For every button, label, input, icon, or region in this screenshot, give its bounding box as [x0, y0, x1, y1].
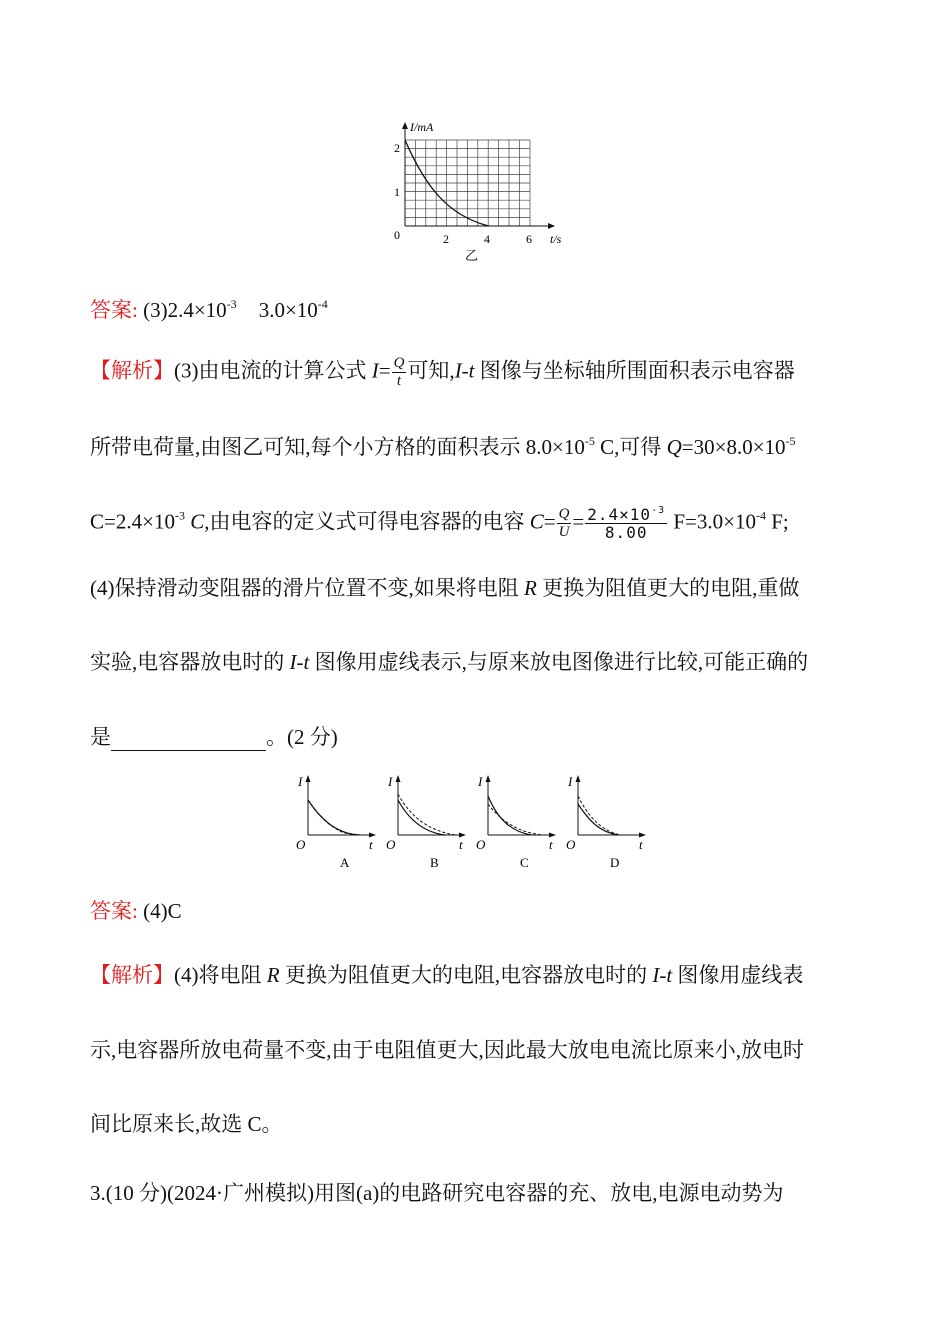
- y-axis-arrow: [402, 122, 408, 129]
- x-tick-6: 6: [526, 232, 532, 246]
- svg-text:O: O: [386, 837, 396, 852]
- answer-3: 答案: $(3)2.4\times 10^{-3}$ $3.0\times 10^{-4}$: [90, 297, 328, 322]
- question-4-line-3: 是 。(2 分): [90, 725, 338, 749]
- answer-label: 答案: [90, 899, 132, 923]
- analysis-label: 【解析】: [90, 963, 174, 987]
- option-c-graph: [476, 774, 556, 870]
- answer-blank[interactable]: [111, 728, 266, 751]
- option-a-graph: [296, 774, 376, 870]
- svg-text:t: t: [369, 837, 373, 852]
- graph-grid: [405, 140, 530, 226]
- y-tick-0: 0: [394, 228, 400, 242]
- y-tick-1: 1: [394, 185, 400, 199]
- svg-text:t: t: [459, 837, 463, 852]
- analysis-3-line-3: $C=2.4\times 10^{-3}$ C,由电容的定义式可得电容器的电容 C= $\frac{Q}{U}$ = $\frac{2.4\times 10^{-3}}{8.00}$ $F=3.0\times 10^{-4}$ F;: [90, 505, 789, 542]
- analysis-label: 【解析】: [90, 358, 174, 383]
- answer-3-value2: 3.0×10: [258, 298, 318, 322]
- option-a-label: A: [340, 855, 350, 870]
- option-graphs: [290, 770, 660, 875]
- option-b-graph: [386, 774, 466, 870]
- svg-text:O: O: [296, 837, 306, 852]
- svg-text:I: I: [478, 774, 483, 789]
- svg-text:t: t: [549, 837, 553, 852]
- y-tick-2: 2: [394, 141, 400, 155]
- analysis-3-line-1: 【解析】(3)由电流的计算公式 I= $\frac{Q}{t}$ 可知,I-t 图像与坐标轴所围面积表示电容器: [90, 355, 795, 389]
- x-tick-2: 2: [443, 232, 449, 246]
- answer-4-value: (4)C: [143, 899, 182, 923]
- y-axis-label: I/mA: [410, 120, 434, 134]
- svg-text:I: I: [298, 774, 303, 789]
- analysis-3-line-2: 所带电荷量,由图乙可知,每个小方格的面积表示 $8.0\times 10^{-5}$ C,可得 $Q=30\times 8.0\times 10^{-5}$: [90, 434, 796, 459]
- answer-label: 答案: [90, 298, 132, 322]
- svg-text:I: I: [388, 774, 393, 789]
- answer-3-value1: (3)2.4×10: [143, 298, 227, 322]
- x-axis-arrow: [548, 223, 555, 229]
- option-d-label: D: [610, 855, 620, 870]
- analysis-4-line-3: 间比原来长,故选 C。: [90, 1112, 283, 1136]
- svg-text:t: t: [639, 837, 643, 852]
- svg-text:I: I: [568, 774, 573, 789]
- question-4-line-2: 实验,电容器放电时的 I-t 图像用虚线表示,与原来放电图像进行比较,可能正确的: [90, 650, 809, 674]
- svg-text:O: O: [476, 837, 486, 852]
- x-axis-label: t/s: [550, 232, 562, 246]
- question-3: 3.(10 分)(2024·广州模拟)用图(a)的电路研究电容器的充、放电,电源电动势为: [90, 1181, 784, 1205]
- x-tick-4: 4: [484, 232, 490, 246]
- fraction-q-over-t: $\frac{Q}{t}$: [393, 355, 405, 389]
- fraction-q-over-u: $\frac{Q}{U}$: [558, 506, 570, 540]
- analysis-4-line-2: 示,电容器所放电荷量不变,由于电阻值更大,因此最大放电电流比原来小,放电时: [90, 1038, 804, 1062]
- option-d-graph: [566, 774, 646, 870]
- option-b-label: B: [430, 855, 439, 870]
- option-c-label: C: [520, 855, 529, 870]
- figure-caption: 乙: [465, 248, 479, 263]
- figure-yi-graph: [385, 118, 585, 263]
- fraction-charge-over-voltage: $\frac{2.4\times 10^{-3}}{8.00}$: [587, 505, 666, 542]
- question-4-line-1: (4)保持滑动变阻器的滑片位置不变,如果将电阻 R 更换为阻值更大的电阻,重做: [90, 576, 800, 600]
- analysis-4-line-1: 【解析】(4)将电阻 R 更换为阻值更大的电阻,电容器放电时的 I-t 图像用虚线表: [90, 963, 804, 987]
- answer-4: 答案: (4)C: [90, 899, 182, 923]
- svg-text:O: O: [566, 837, 576, 852]
